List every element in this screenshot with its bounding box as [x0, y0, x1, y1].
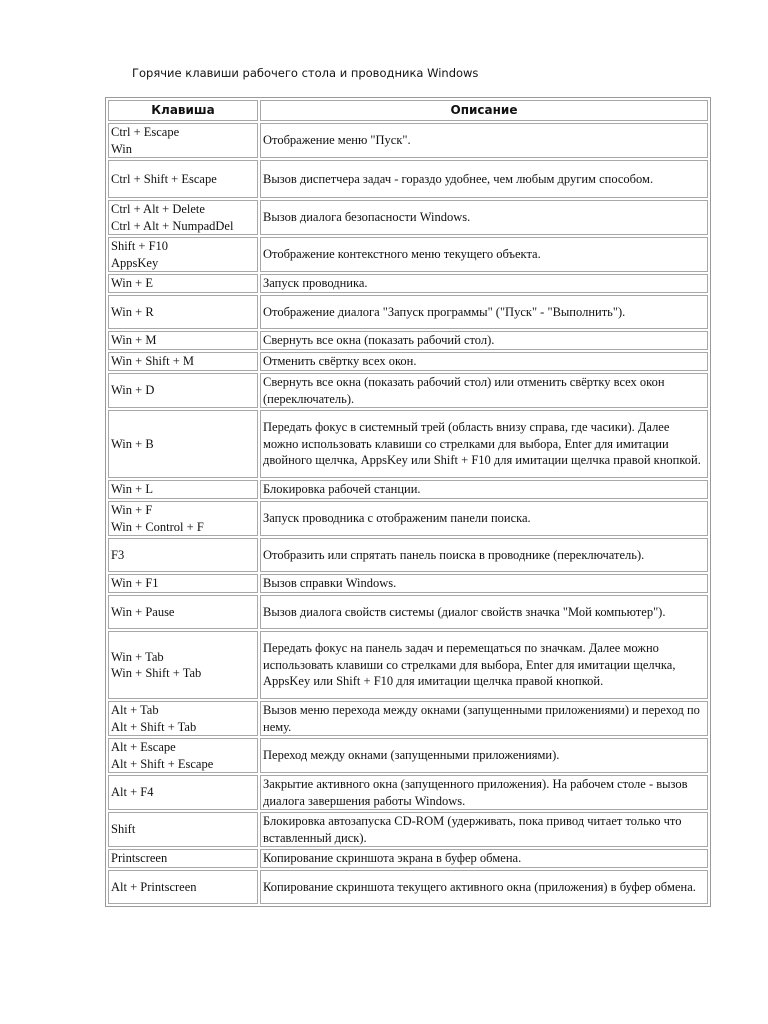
key-combination: Ctrl + Alt + NumpadDel: [111, 218, 234, 233]
key-cell: [108, 237, 258, 272]
key-combination: Win + Tab: [111, 649, 164, 664]
key-cell: [108, 274, 258, 293]
description-cell: [260, 274, 708, 293]
description-cell: [260, 870, 708, 904]
table-row: [108, 775, 708, 810]
key-cell: [108, 538, 258, 572]
header-key: Клавиша: [108, 100, 258, 121]
key-combination: Alt + Shift + Escape: [111, 756, 214, 771]
key-combination: Win + Control + F: [111, 519, 204, 534]
table-row: [108, 812, 708, 847]
description-cell: [260, 352, 708, 371]
description-cell: [260, 701, 708, 736]
key-combination: Alt + Tab: [111, 703, 159, 717]
key-combination: Alt + F4: [111, 785, 154, 800]
description-cell: [260, 331, 708, 350]
description-text: Свернуть все окна (показать рабочий стол).: [263, 333, 495, 348]
key-cell: [108, 775, 258, 810]
description-cell: [260, 200, 708, 235]
key-combination: Win + B: [111, 436, 154, 451]
table-row: [108, 538, 708, 572]
key-combination: Shift: [111, 822, 136, 837]
table-row: [108, 274, 708, 293]
description-text: Отобразить или спрятать панель поиска в проводнике (переключатель).: [263, 547, 645, 562]
table-row: [108, 870, 708, 904]
table-row: [108, 631, 708, 699]
table-row: [108, 237, 708, 272]
table-row: [108, 480, 708, 499]
table-row: [108, 295, 708, 329]
key-cell: [108, 701, 258, 736]
table-row: [108, 501, 708, 536]
description-text: Копирование скриншота текущего активного окна (приложения) в буфер обмена.: [263, 879, 696, 894]
key-cell: [108, 373, 258, 408]
key-combination: Ctrl + Escape: [111, 125, 180, 139]
description-cell: [260, 574, 708, 593]
description-cell: [260, 775, 708, 810]
description-cell: [260, 595, 708, 629]
description-text: Вызов меню перехода между окнами (запущенными приложениями) и переход по нему.: [263, 703, 700, 734]
description-text: Отображение меню "Пуск".: [263, 133, 411, 148]
description-text: Отображение контекстного меню текущего объекта.: [263, 247, 541, 262]
key-combination: Alt + Escape: [111, 740, 176, 754]
description-text: Вызов диспетчера задач - гораздо удобнее, чем любым другим способом.: [263, 171, 654, 186]
key-combination: Alt + Printscreen: [111, 879, 197, 894]
table-row: [108, 373, 708, 408]
table-row: [108, 123, 708, 158]
key-combination: Win + M: [111, 333, 157, 348]
description-cell: [260, 123, 708, 158]
description-cell: [260, 480, 708, 499]
key-cell: [108, 574, 258, 593]
description-cell: [260, 373, 708, 408]
table-row: [108, 410, 708, 478]
description-cell: [260, 295, 708, 329]
table-row: [108, 331, 708, 350]
table-header-row: [108, 100, 708, 121]
key-cell: [108, 480, 258, 499]
key-cell: [108, 200, 258, 235]
description-cell: [260, 631, 708, 699]
key-combination: Shift + F10: [111, 239, 169, 253]
key-combination: Win + D: [111, 383, 155, 398]
description-text: Блокировка автозапуска CD-ROM (удерживать, пока привод читает только что вставленный диск).: [263, 814, 682, 845]
description-text: Запуск проводника.: [263, 276, 368, 291]
description-cell: [260, 237, 708, 272]
key-combination: Win + Shift + Tab: [111, 666, 202, 680]
key-combination: Win + F1: [111, 576, 159, 591]
table-row: [108, 738, 708, 773]
table-row: [108, 200, 708, 235]
table-row: [108, 595, 708, 629]
key-combination: Printscreen: [111, 851, 168, 866]
description-text: Вызов диалога безопасности Windows.: [263, 210, 471, 225]
description-cell: [260, 849, 708, 868]
key-cell: [108, 160, 258, 198]
key-cell: [108, 631, 258, 699]
key-cell: [108, 870, 258, 904]
table-row: [108, 352, 708, 371]
key-combination: Win + F: [111, 503, 153, 517]
key-cell: [108, 331, 258, 350]
key-combination: Ctrl + Alt + Delete: [111, 202, 205, 216]
key-cell: [108, 738, 258, 773]
key-combination: Win: [111, 141, 133, 156]
key-combination: Win + Shift + M: [111, 354, 195, 369]
description-text: Вызов справки Windows.: [263, 576, 397, 591]
table-body: [108, 123, 708, 904]
key-cell: [108, 123, 258, 158]
key-cell: [108, 595, 258, 629]
document-title: Горячие клавиши рабочего стола и проводника Windows: [132, 66, 479, 80]
description-text: Передать фокус в системный трей (область внизу справа, где часики). Далее можно использовать клавиши со стрелками для выбора, Enter для имитации двойного щелчка, AppsKey или Shift + F10 для имитации щелчка правой кнопкой.: [263, 420, 701, 468]
key-combination: AppsKey: [111, 255, 159, 270]
key-cell: [108, 410, 258, 478]
key-cell: [108, 352, 258, 371]
description-text: Передать фокус на панель задач и перемещаться по значкам. Далее можно использовать клавиши со стрелками для выбора, Enter для имитации щелчка, AppsKey или Shift + F10 для имитации щелчка правой кнопкой.: [263, 641, 676, 689]
table-row: [108, 574, 708, 593]
description-text: Закрытие активного окна (запущенного приложения). На рабочем столе - вызов диалога завершения работы Windows.: [263, 777, 688, 808]
description-cell: [260, 501, 708, 536]
description-cell: [260, 538, 708, 572]
description-text: Отменить свёртку всех окон.: [263, 354, 417, 369]
description-text: Копирование скриншота экрана в буфер обмена.: [263, 851, 522, 866]
table-row: [108, 849, 708, 868]
description-cell: [260, 812, 708, 847]
key-combination: Alt + Shift + Tab: [111, 719, 197, 734]
key-combination: F3: [111, 547, 125, 562]
table-row: [108, 160, 708, 198]
key-combination: Win + R: [111, 304, 154, 319]
description-cell: [260, 738, 708, 773]
description-cell: [260, 160, 708, 198]
key-cell: [108, 501, 258, 536]
description-cell: [260, 410, 708, 478]
table-row: [108, 701, 708, 736]
key-combination: Ctrl + Shift + Escape: [111, 171, 217, 186]
description-text: Свернуть все окна (показать рабочий стол) или отменить свёртку всех окон (переключатель).: [263, 375, 665, 406]
description-text: Блокировка рабочей станции.: [263, 482, 421, 497]
header-description: Описание: [260, 100, 708, 121]
key-combination: Win + E: [111, 276, 153, 291]
hotkeys-table: [105, 97, 711, 907]
description-text: Переход между окнами (запущенными приложениями).: [263, 748, 560, 763]
description-text: Запуск проводника с отображеним панели поиска.: [263, 511, 531, 526]
key-combination: Win + Pause: [111, 604, 175, 619]
description-text: Вызов диалога свойств системы (диалог свойств значка "Мой компьютер").: [263, 604, 666, 619]
key-cell: [108, 849, 258, 868]
key-combination: Win + L: [111, 482, 153, 497]
key-cell: [108, 812, 258, 847]
description-text: Отображение диалога "Запуск программы" ("Пуск" - "Выполнить").: [263, 304, 626, 319]
key-cell: [108, 295, 258, 329]
